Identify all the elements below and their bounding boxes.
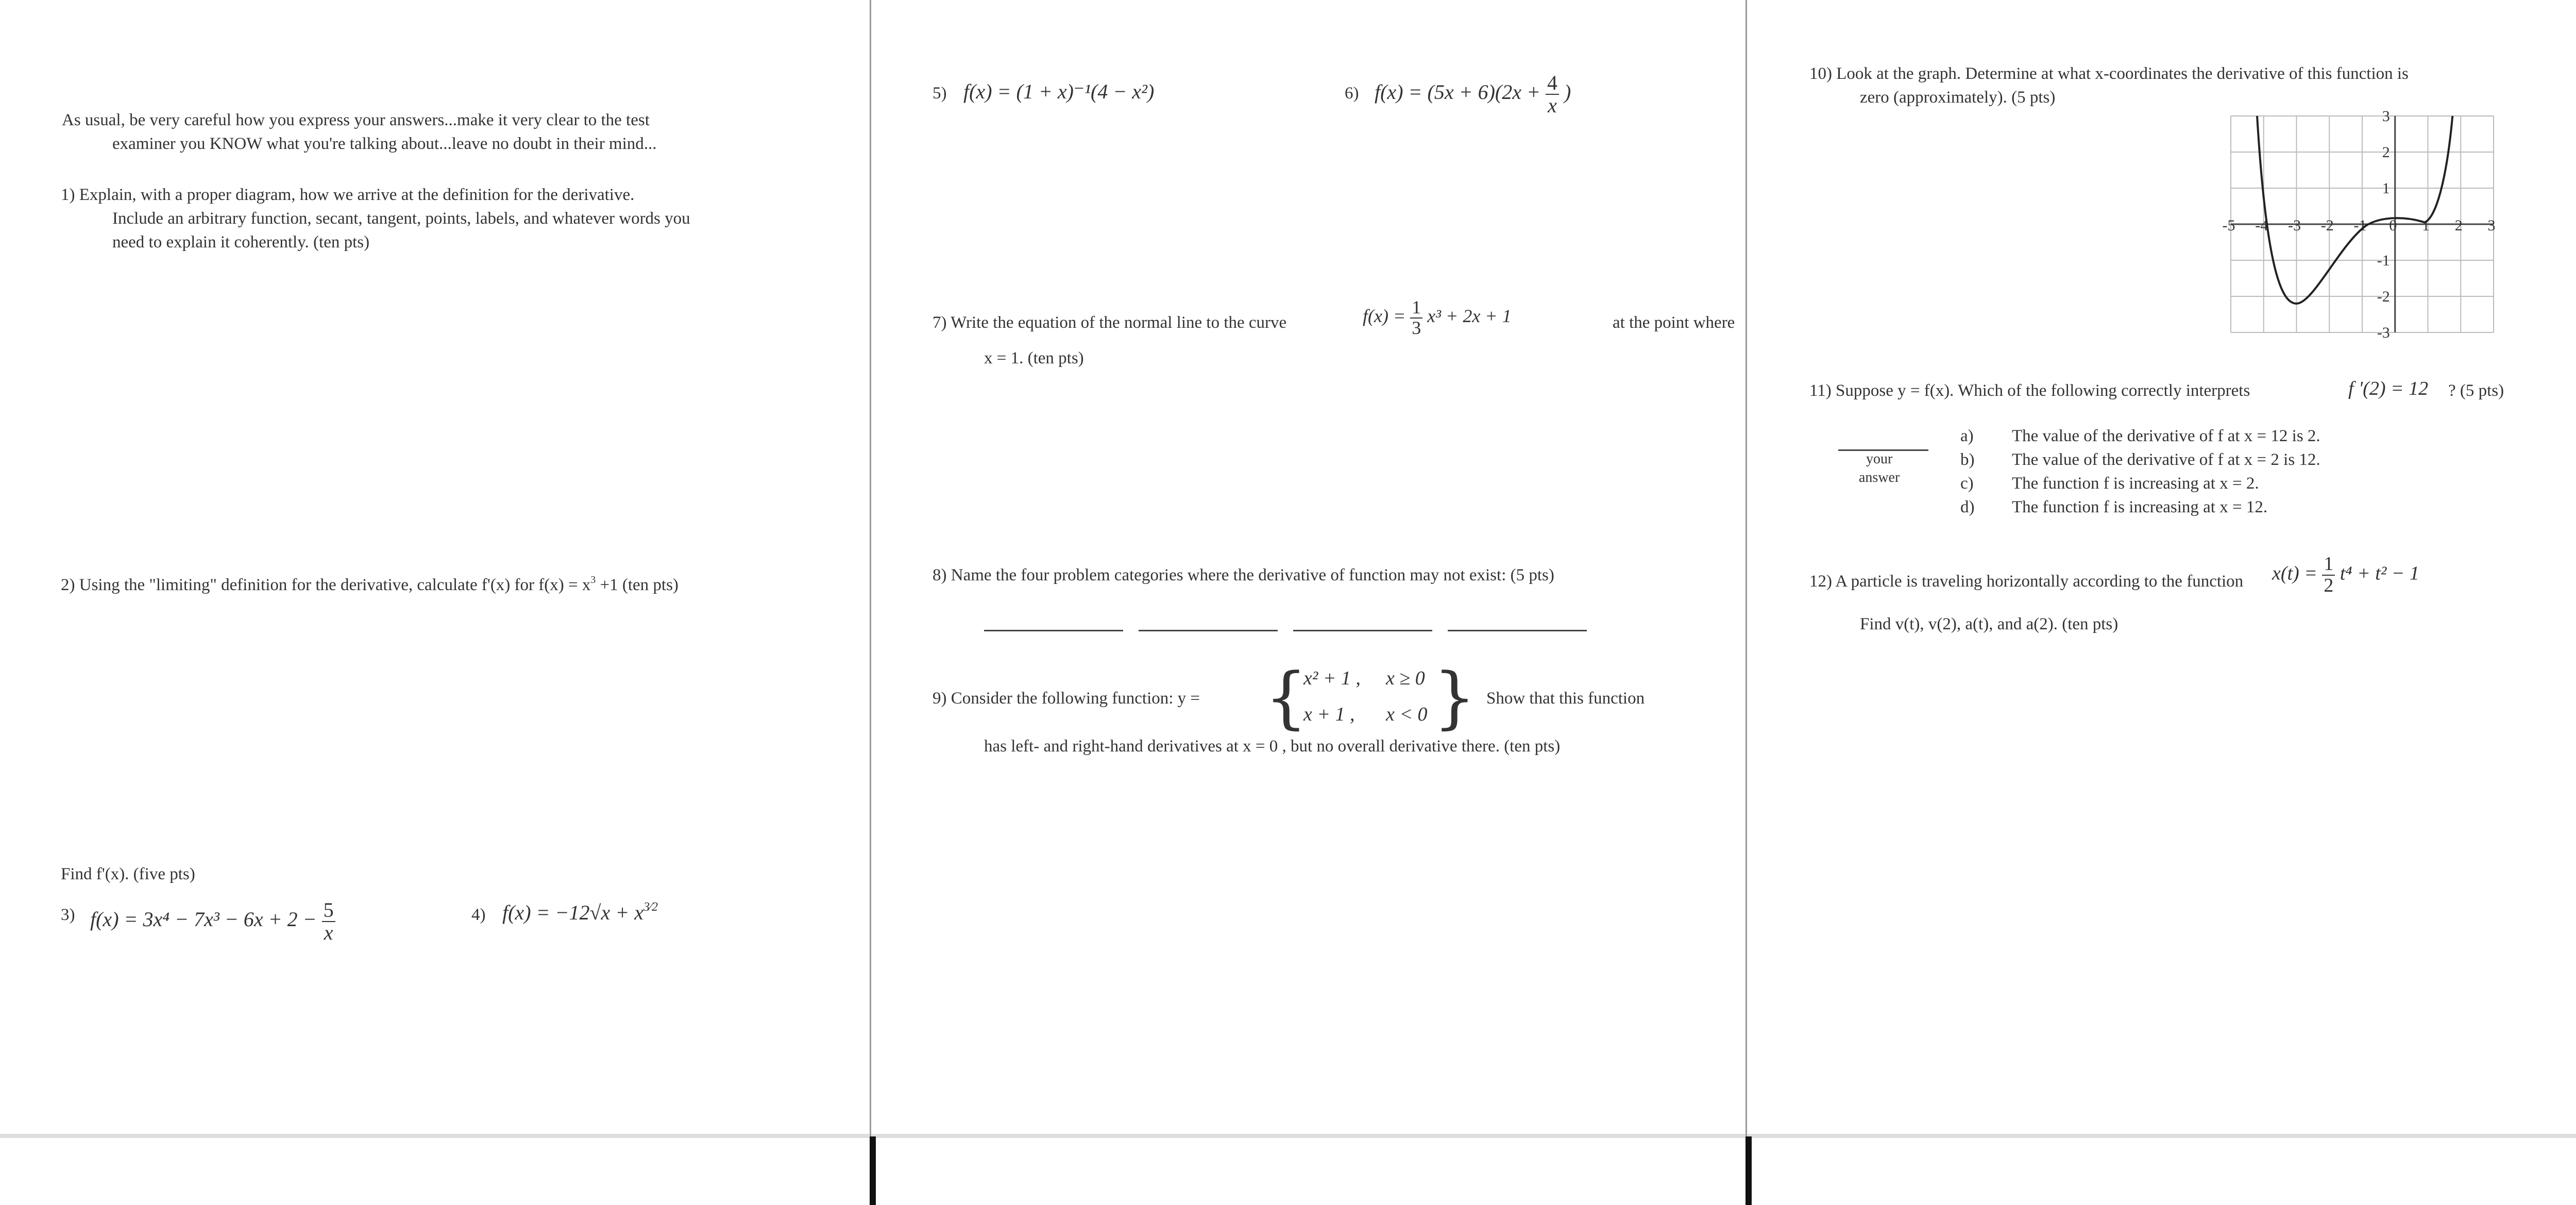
option-c-text[interactable]: The function f is increasing at x = 2. xyxy=(2012,474,2259,493)
question-6-number: 6) xyxy=(1345,84,1359,103)
fraction-denominator: x xyxy=(324,921,333,944)
question-2 xyxy=(61,573,679,597)
function-curve xyxy=(2257,116,2452,304)
question-12-rest: t⁴ + t² − 1 xyxy=(2340,562,2419,584)
question-11-text: 11) Suppose y = f(x). Which of the following correctly interprets xyxy=(1809,381,2250,400)
y-tick-label: -2 xyxy=(2377,288,2390,305)
question-11-expression: f '(2) = 12 xyxy=(2348,378,2429,399)
left-brace: { xyxy=(1265,658,1308,737)
question-6-fraction xyxy=(1546,72,1559,116)
x-tick-label: -1 xyxy=(2353,217,2367,234)
question-3-fraction xyxy=(322,899,335,944)
y-tick-label: 2 xyxy=(2382,144,2390,161)
question-6-close: ) xyxy=(1564,80,1571,104)
question-7-fraction xyxy=(1410,298,1422,338)
question-2-text: 2) Using the "limiting" definition for the derivative, calculate f'(x) for f(x) = x xyxy=(61,576,591,594)
exam-page-3 xyxy=(1752,0,2576,1134)
question-7-text: 7) Write the equation of the normal line to the curve xyxy=(933,313,1287,332)
question-1-line-3: need to explain it coherently. (ten pts) xyxy=(112,233,370,252)
fraction-numerator: 1 xyxy=(1410,298,1422,319)
question-8-text: 8) Name the four problem categories where the derivative of function may not exist: (5 pts) xyxy=(933,566,1554,584)
x-tick-label: -2 xyxy=(2320,217,2334,234)
fraction-denominator: 2 xyxy=(2324,574,2334,596)
question-7-tail: at the point where xyxy=(1613,313,1735,332)
question-7-expression xyxy=(1363,298,1512,338)
y-tick-label: 1 xyxy=(2382,180,2390,197)
page-edge-1 xyxy=(870,0,871,1136)
x-tick-label: -5 xyxy=(2222,217,2235,234)
question-10-line-1: 10) Look at the graph. Determine at what x-coordinates the derivative of this function is xyxy=(1809,64,2409,83)
question-9-line-2: has left- and right-hand derivatives at x = 0 , but no overall derivative there. (ten pts) xyxy=(984,737,1561,756)
question-2-tail: +1 (ten pts) xyxy=(596,576,679,594)
question-10-line-2: zero (approximately). (5 pts) xyxy=(1860,88,2056,107)
question-2-exponent: 3 xyxy=(590,574,596,586)
option-d-letter: d) xyxy=(1960,498,1975,516)
question-4-number: 4) xyxy=(471,906,486,924)
question-12-text: 12) A particle is traveling horizontally according to the function xyxy=(1809,572,2244,591)
x-tick-label: -3 xyxy=(2288,217,2301,234)
your-answer-label-1: your xyxy=(1866,451,1893,467)
fraction-numerator: 5 xyxy=(322,899,335,922)
question-11-tail: ? (5 pts) xyxy=(2448,381,2504,400)
question-12-line-2: Find v(t), v(2), a(t), and a(2). (ten pts) xyxy=(1860,615,2119,633)
exam-page-1 xyxy=(0,0,866,1134)
y-tick-label: 3 xyxy=(2382,111,2390,125)
intro-line-2: examiner you KNOW what you're talking about...leave no doubt in their mind... xyxy=(112,135,657,153)
option-b-letter: b) xyxy=(1960,450,1975,469)
y-tick-label: -1 xyxy=(2377,252,2390,269)
question-12-fraction xyxy=(2322,554,2335,596)
question-9-text: 9) Consider the following function: y = xyxy=(933,689,1200,708)
question-5-expression: f(x) = (1 + x)⁻¹(4 − x²) xyxy=(963,80,1155,103)
question-5-number: 5) xyxy=(933,84,947,103)
function-graph xyxy=(2215,111,2509,343)
fraction-denominator: 3 xyxy=(1412,317,1421,338)
question-1-line-2: Include an arbitrary function, secant, tangent, points, labels, and whatever words you xyxy=(112,209,690,228)
bottom-edge xyxy=(0,1134,2576,1138)
question-9-condition-1: x ≥ 0 xyxy=(1386,667,1425,689)
x-tick-label: 1 xyxy=(2422,217,2430,234)
question-4-exponent: 3⁄2 xyxy=(643,900,658,914)
question-6-expr: f(x) = (5x + 6)(2x + xyxy=(1375,80,1540,104)
question-7-rest: x³ + 2x + 1 xyxy=(1427,306,1512,327)
question-12-xt: x(t) = xyxy=(2272,562,2317,584)
answer-blank-1[interactable] xyxy=(984,630,1123,631)
your-answer-label-2: answer xyxy=(1859,470,1900,486)
exam-page-2 xyxy=(876,0,1741,1134)
question-9-condition-2: x < 0 xyxy=(1386,704,1428,725)
question-7-fx: f(x) = xyxy=(1363,306,1406,327)
option-a-text[interactable]: The value of the derivative of f at x = 12 is 2. xyxy=(2012,427,2320,445)
question-3-expression xyxy=(90,899,335,944)
fraction-numerator: 1 xyxy=(2322,554,2335,576)
x-tick-label: 0 xyxy=(2389,217,2397,234)
question-9-tail: Show that this function xyxy=(1486,689,1645,708)
question-9-case-2: x + 1 , xyxy=(1303,704,1355,725)
answer-blank-3[interactable] xyxy=(1293,630,1432,631)
page-edge-2 xyxy=(1745,0,1747,1136)
option-a-letter: a) xyxy=(1960,427,1974,445)
page-divider-2 xyxy=(1745,1136,1752,1205)
y-tick-label: -3 xyxy=(2377,324,2390,341)
question-12-expression xyxy=(2272,554,2419,596)
question-4-expression xyxy=(502,899,658,926)
right-brace: } xyxy=(1433,658,1476,737)
x-tick-label: 2 xyxy=(2454,217,2463,234)
question-7-line-2: x = 1. (ten pts) xyxy=(984,349,1084,367)
x-tick-label: -4 xyxy=(2255,217,2268,234)
question-3-expr: f(x) = 3x⁴ − 7x³ − 6x + 2 − xyxy=(90,908,317,931)
question-1-line-1: 1) Explain, with a proper diagram, how we arrive at the definition for the derivative. xyxy=(61,186,635,204)
fraction-numerator: 4 xyxy=(1546,72,1559,95)
find-fprime-instruction: Find f'(x). (five pts) xyxy=(61,865,195,883)
x-tick-label: 3 xyxy=(2487,217,2496,234)
option-c-letter: c) xyxy=(1960,474,1974,493)
answer-blank-4[interactable] xyxy=(1448,630,1587,631)
question-9-case-1: x² + 1 , xyxy=(1303,667,1361,689)
option-d-text[interactable]: The function f is increasing at x = 12. xyxy=(2012,498,2268,516)
question-6-expression xyxy=(1375,72,1571,116)
question-4-expr: f(x) = −12√x + x xyxy=(502,901,643,924)
answer-blank-2[interactable] xyxy=(1139,630,1278,631)
intro-line-1: As usual, be very careful how you express your answers...make it very clear to the test xyxy=(62,111,650,129)
question-3-number: 3) xyxy=(61,906,75,924)
page-divider-1 xyxy=(870,1136,876,1205)
option-b-text[interactable]: The value of the derivative of f at x = 2 is 12. xyxy=(2012,450,2320,469)
fraction-denominator: x xyxy=(1548,94,1557,117)
